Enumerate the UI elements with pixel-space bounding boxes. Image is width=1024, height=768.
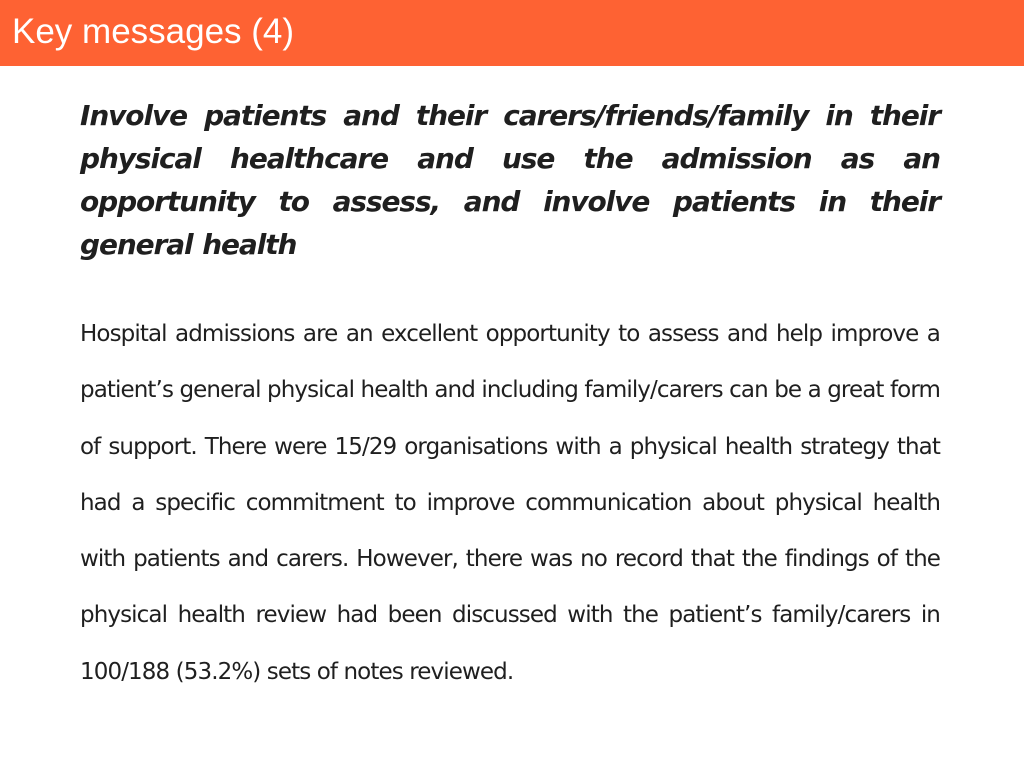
title-bar bbox=[0, 0, 1024, 66]
body-paragraph: Hospital admissions are an excellent opportunity to assess and help improve a patient’s general physical health and including family/carers can be a great form of support. There were 15/29 organisations with a physical health strategy that had a specific commitment to improve communication about physical health with patients and carers. However, there was no record that the findings of the physical health review had been discussed with the patient’s family/carers in 100/188 (53.2%) sets of notes reviewed. bbox=[80, 321, 940, 685]
key-message-heading: Involve patients and their carers/friends/family in their physical healthcare and use the admission as an opportunity to assess, and involve patients in their general health bbox=[80, 99, 940, 261]
slide-title: Key messages (4) bbox=[12, 12, 295, 51]
